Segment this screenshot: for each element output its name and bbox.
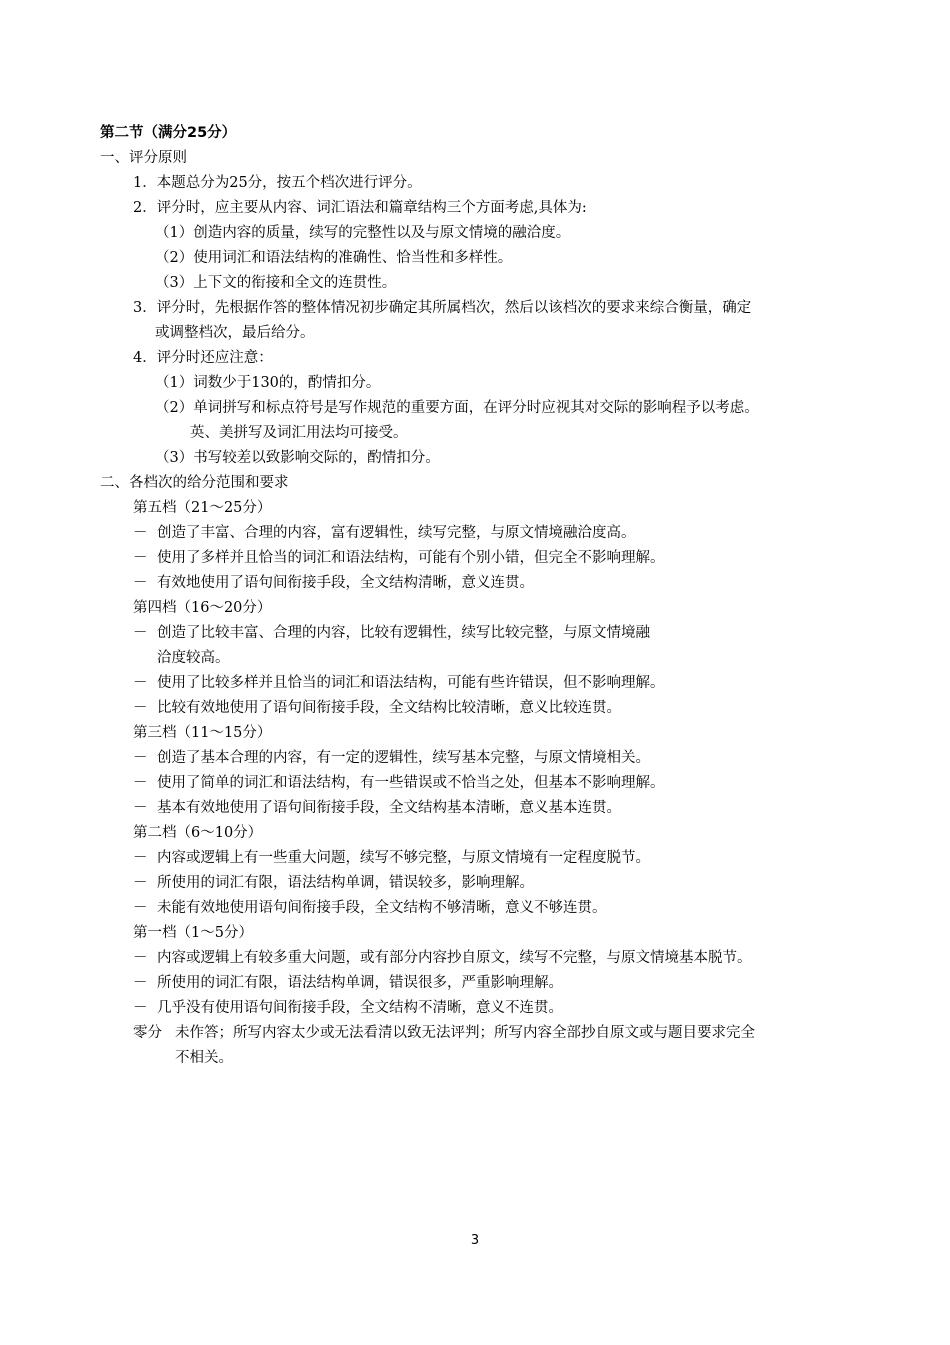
- band-4-criterion-1: [133, 623, 650, 643]
- band-4-criterion-2: [133, 673, 665, 693]
- criterion-text: 所使用的词汇有限，语法结构单调，错误很多，严重影响理解。: [157, 975, 563, 991]
- band-2-criterion-3: [133, 898, 607, 918]
- dash-bullet: －: [133, 675, 148, 691]
- rule-item-4-sub-3: （3）书写较差以致影响交际的，酌情扣分。: [155, 450, 440, 466]
- band-5-title: 第五档（21～25分）: [133, 500, 272, 516]
- section-title: 第二节（满分25分）: [100, 125, 237, 141]
- criterion-text: 使用了简单的词汇和语法结构，有一些错误或不恰当之处，但基本不影响理解。: [157, 775, 665, 791]
- dash-bullet: －: [133, 975, 148, 991]
- band-3-title: 第三档（11～15分）: [133, 725, 272, 741]
- band-4-title: 第四档（16～20分）: [133, 600, 272, 616]
- band-2-criterion-2: [133, 873, 534, 893]
- band-1-criterion-2: [133, 973, 563, 993]
- criterion-text: 有效地使用了语句间衔接手段，全文结构清晰，意义连贯。: [157, 575, 534, 591]
- dash-bullet: －: [133, 550, 148, 566]
- band-4-criterion-3: [133, 698, 621, 718]
- criterion-text: 创造了基本合理的内容，有一定的逻辑性，续写基本完整，与原文情境相关。: [157, 750, 650, 766]
- zero-score-text: 未作答；所写内容太少或无法看清以致无法评判；所写内容全部抄自原文或与题目要求完全: [175, 1025, 755, 1041]
- criterion-text: 未能有效地使用语句间衔接手段，全文结构不够清晰，意义不够连贯。: [157, 900, 607, 916]
- dash-bullet: －: [133, 875, 148, 891]
- band-5-criterion-1: [133, 523, 636, 543]
- rule-item-2: 2．评分时，应主要从内容、词汇语法和篇章结构三个方面考虑,具体为:: [133, 200, 587, 216]
- band-5-criterion-3: [133, 573, 534, 593]
- page-number: 3: [470, 1233, 480, 1248]
- dash-bullet: －: [133, 950, 148, 966]
- band-1-criterion-1: [133, 948, 752, 968]
- rule-item-3-line-2: 或调整档次，最后给分。: [155, 325, 315, 341]
- band-4-criterion-1-continued: 洽度较高。: [157, 650, 230, 666]
- rule-item-4-sub-2-line-1: （2）单词拼写和标点符号是写作规范的重要方面，在评分时应视其对交际的影响程予以考虑。: [155, 400, 759, 416]
- rule-item-2-sub-1: （1）创造内容的质量，续写的完整性以及与原文情境的融洽度。: [155, 225, 571, 241]
- zero-score-criterion: [133, 1023, 755, 1043]
- criterion-text: 基本有效地使用了语句间衔接手段，全文结构基本清晰，意义基本连贯。: [157, 800, 621, 816]
- band-5-criterion-2: [133, 548, 665, 568]
- criterion-text: 比较有效地使用了语句间衔接手段，全文结构比较清晰，意义比较连贯。: [157, 700, 621, 716]
- part2-title: 二、各档次的给分范围和要求: [100, 475, 289, 491]
- rule-item-4: 4．评分时还应注意：: [133, 350, 273, 366]
- dash-bullet: －: [133, 900, 148, 916]
- dash-bullet: －: [133, 775, 148, 791]
- rule-item-4-sub-1: （1）词数少于130的，酌情扣分。: [155, 375, 381, 391]
- rule-item-2-sub-3: （3）上下文的衔接和全文的连贯性。: [155, 275, 397, 291]
- part1-title: 一、评分原则: [100, 150, 187, 166]
- dash-bullet: －: [133, 850, 148, 866]
- band-1-criterion-3: [133, 998, 563, 1018]
- criterion-text: 内容或逻辑上有较多重大问题，或有部分内容抄自原文，续写不完整，与原文情境基本脱节。: [157, 950, 752, 966]
- rule-item-1: 1．本题总分为25分，按五个档次进行评分。: [133, 175, 422, 191]
- band-2-criterion-1: [133, 848, 650, 868]
- band-3-criterion-3: [133, 798, 621, 818]
- dash-bullet: －: [133, 525, 148, 541]
- criterion-text: 创造了比较丰富、合理的内容，比较有逻辑性，续写比较完整，与原文情境融: [157, 625, 650, 641]
- band-1-title: 第一档（1～5分）: [133, 925, 253, 941]
- criterion-text: 创造了丰富、合理的内容，富有逻辑性，续写完整，与原文情境融洽度高。: [157, 525, 636, 541]
- rule-item-3-line-1: 3．评分时，先根据作答的整体情况初步确定其所属档次，然后以该档次的要求来综合衡量，确定: [133, 300, 752, 316]
- dash-bullet: －: [133, 700, 148, 716]
- criterion-text: 使用了多样并且恰当的词汇和语法结构，可能有个别小错，但完全不影响理解。: [157, 550, 665, 566]
- dash-bullet: －: [133, 575, 148, 591]
- dash-bullet: －: [133, 750, 148, 766]
- criterion-text: 所使用的词汇有限，语法结构单调，错误较多，影响理解。: [157, 875, 534, 891]
- rule-item-2-sub-2: （2）使用词汇和语法结构的准确性、恰当性和多样性。: [155, 250, 513, 266]
- dash-bullet: －: [133, 800, 148, 816]
- zero-score-label: 零分: [133, 1025, 162, 1041]
- band-3-criterion-2: [133, 773, 665, 793]
- criterion-text: 使用了比较多样并且恰当的词汇和语法结构，可能有些许错误，但不影响理解。: [157, 675, 665, 691]
- criterion-text: 几乎没有使用语句间衔接手段，全文结构不清晰，意义不连贯。: [157, 1000, 563, 1016]
- criterion-text: 内容或逻辑上有一些重大问题，续写不够完整，与原文情境有一定程度脱节。: [157, 850, 650, 866]
- band-3-criterion-1: [133, 748, 650, 768]
- zero-score-criterion-continued: 不相关。: [175, 1050, 233, 1066]
- dash-bullet: －: [133, 1000, 148, 1016]
- rule-item-4-sub-2-line-2: 英、美拼写及词汇用法均可接受。: [190, 425, 408, 441]
- band-2-title: 第二档（6～10分）: [133, 825, 263, 841]
- dash-bullet: －: [133, 625, 148, 641]
